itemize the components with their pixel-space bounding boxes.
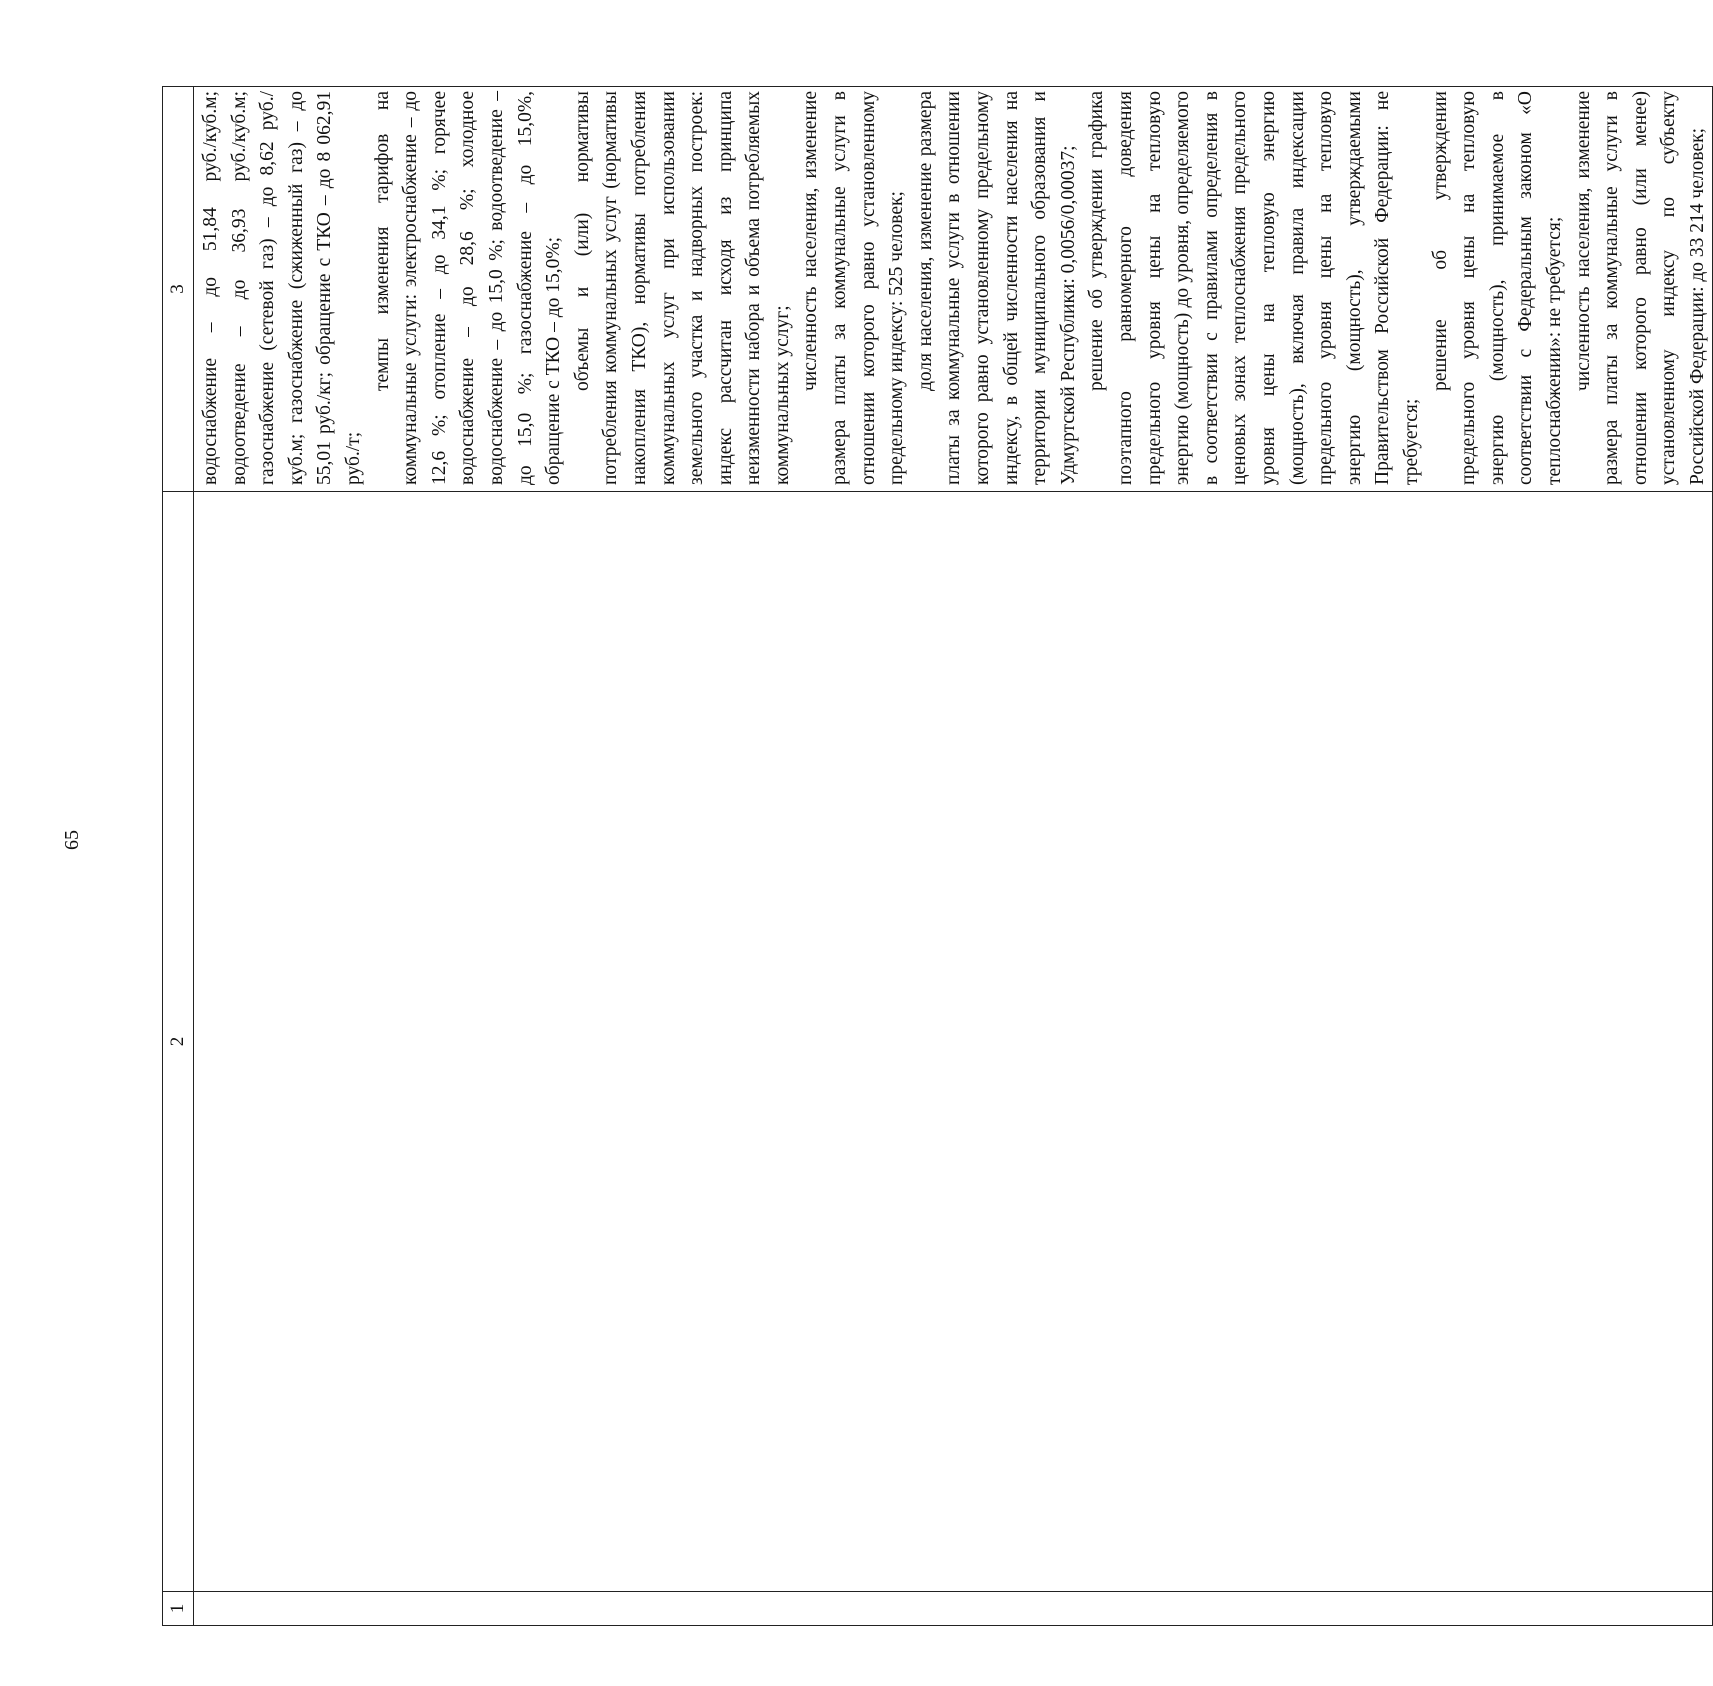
- paragraph: решение об утверждении предельного уровня цены на тепловую энергию (мощность), принимаемое в соответствии с Федеральным законом «О теплоснабжении»: не требуется;: [1429, 91, 1565, 485]
- document-table: [162, 86, 1713, 1626]
- table-header-row: [163, 87, 194, 1626]
- paragraph: объемы и (или) нормативы потребления коммунальных услуг (нормативы накопления ТКО), нормативы потребления коммунальных услуг при использовании земельного участка и надворных построек: индекс рассчитан исходя из принципа неизменности набора и объема потребляемых коммунальных услуг;: [571, 91, 793, 485]
- header-cell-1: 1: [163, 1592, 194, 1626]
- paragraph: численность населения, изменение размера платы за коммунальные услуги в отношении которого равно (или менее) установленному индексу по субъекту Российской Федерации: до 33 214 человек;: [1572, 91, 1708, 485]
- paragraph: водоснабжение – до 51,84 руб./куб.м; водоотведение – до 36,93 руб./куб.м; газоснабжение (сетевой газ) – до 8,62 руб./куб.м; газоснабжение (сжиженный газ) – до 55,01 руб./кг; обращение с ТКО – до 8 062,91 руб./т;: [200, 91, 364, 485]
- header-cell-2: 2: [163, 492, 194, 1592]
- rotated-table-wrapper: [162, 86, 1708, 1626]
- body-cell-1: [194, 1592, 1713, 1626]
- body-cell-2: [194, 492, 1713, 1592]
- cell-text-block: [194, 87, 1712, 491]
- paragraph: решение об утверждении графика поэтапного равномерного доведения предельного уровня цены на тепловую энергию (мощность) до уровня, определяемого в соответствии с правилами определения в ценовых зонах теплоснабжения предельного уровня цены на тепловую энергию (мощность), включая правила индексации предельного уровня цены на тепловую энергию (мощность), утверждаемыми Правительством Российской Федерации: не требуется;: [1086, 91, 1422, 485]
- page-number: 65: [61, 830, 83, 850]
- table-body-row: [194, 87, 1713, 1626]
- header-cell-3: 3: [163, 87, 194, 492]
- paragraph: доля населения, изменение размера платы за коммунальные услуги в отношении которого равно установленному предельному индексу, в общей численности населения на территории муниципального образования и Удмуртской Республики: 0,0056/0,00037;: [914, 91, 1079, 485]
- body-cell-3: [194, 87, 1713, 492]
- paragraph: численность населения, изменение размера платы за коммунальные услуги в отношении которого равно установленному предельному индексу: 525 человек;: [800, 91, 908, 485]
- paragraph: темпы изменения тарифов на коммунальные услуги: электроснабжение – до 12,6 %; отопление – до 34,1 %; горячее водоснабжение – до 28,6 %; холодное водоснабжение – до 15,0 %; водоотведение – до 15,0 %; газоснабжение – до 15,0%, обращение с ТКО – до 15,0%;: [371, 91, 565, 485]
